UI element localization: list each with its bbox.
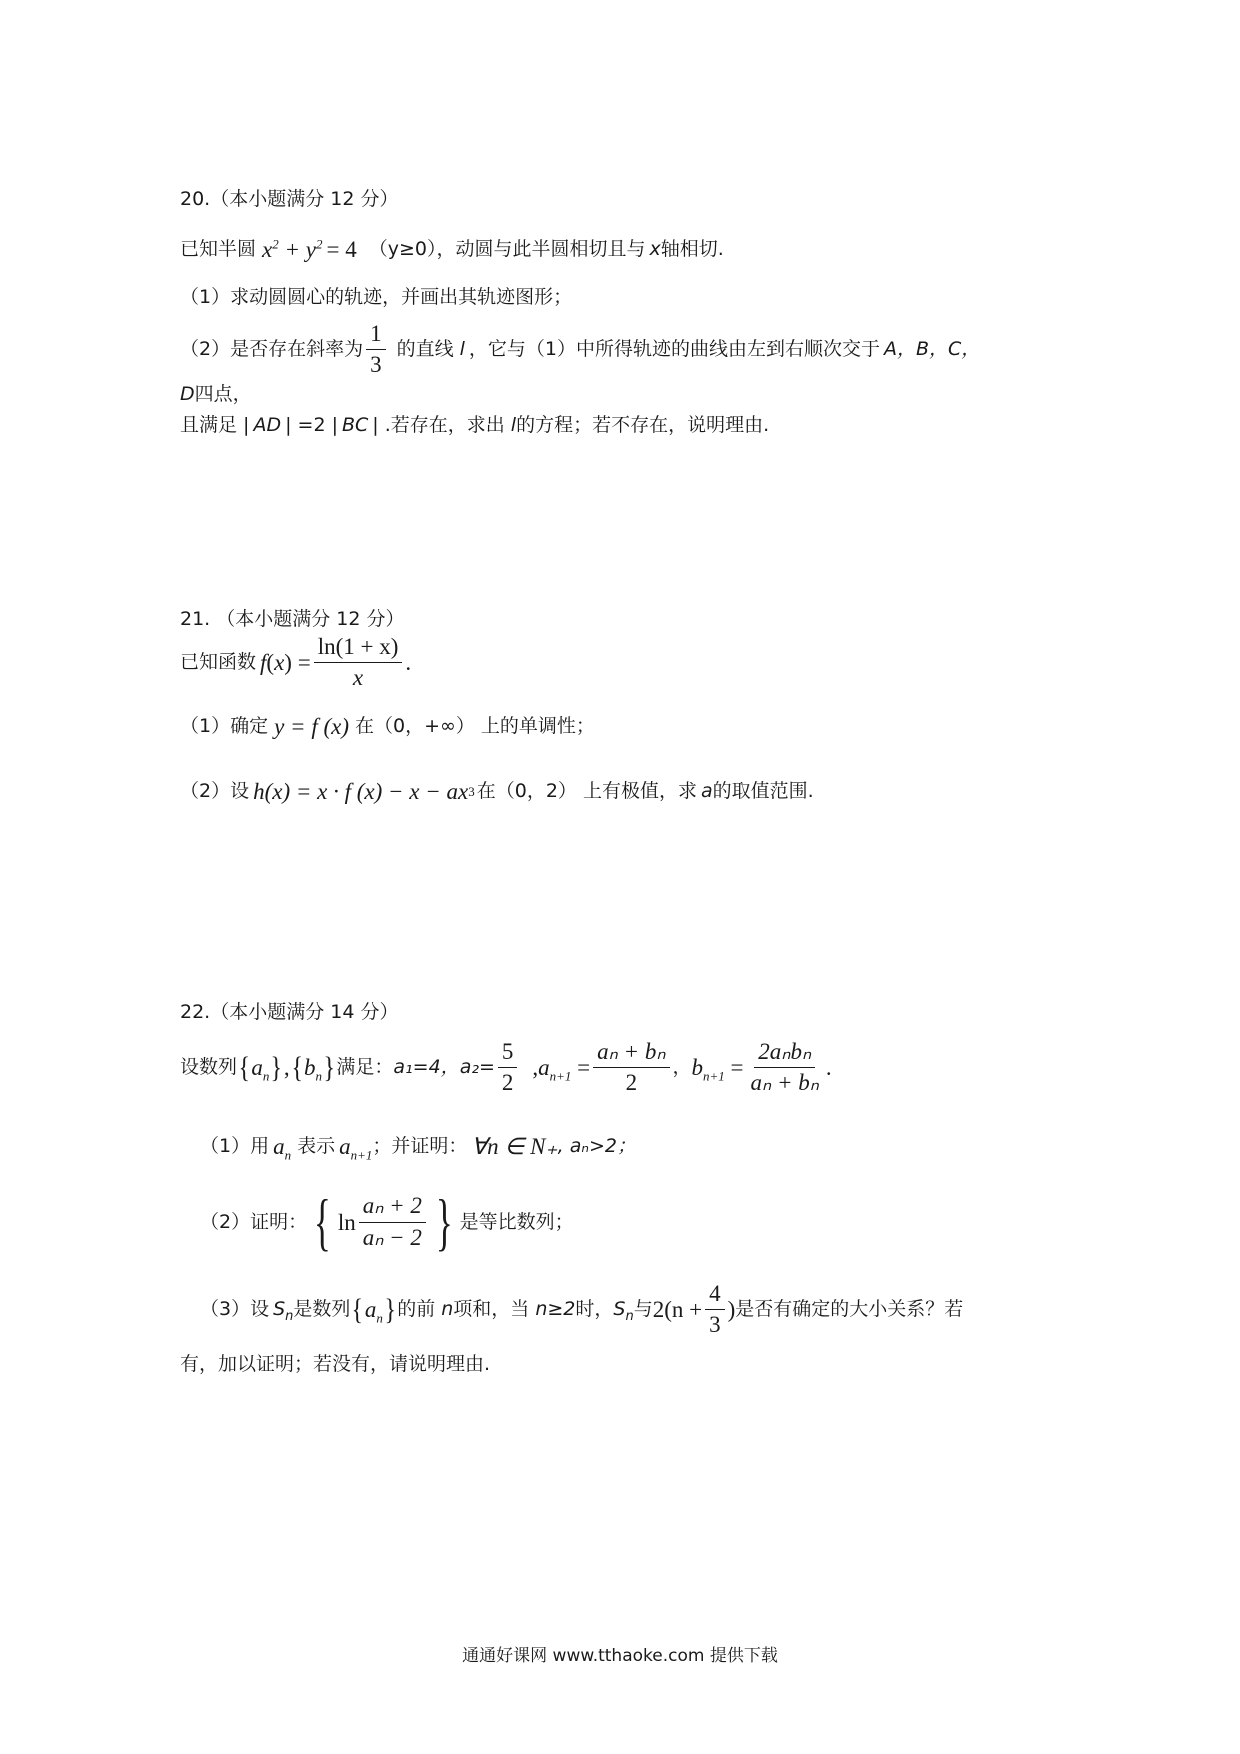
q20-cond-text-c: | .若存在，求出: [372, 414, 505, 436]
q22-a2-denominator: 2: [501, 1070, 514, 1096]
q22-comma: ,: [283, 1055, 290, 1081]
q20-condition: （y≥0），: [368, 238, 456, 260]
q22-part2: [200, 1186, 574, 1257]
q22-part3-text-f: 时，: [575, 1298, 614, 1321]
q22-period: .: [825, 1055, 832, 1081]
q20-line-l-2: l: [510, 414, 517, 436]
q22-part1-an1: $a_{n+1}$: [339, 1134, 373, 1163]
q21-part2-text-c: 的取值范围.: [712, 780, 814, 802]
q20-cond-text-d: 的方程；若不存在，说明理由.: [516, 414, 770, 436]
q22-part1-an: $a_n$: [273, 1134, 292, 1163]
q22-part2-text-b: 是等比数列；: [459, 1210, 574, 1233]
q22-text-a: 设数列: [180, 1056, 238, 1079]
q22-b-rec-denominator: aₙ + bₙ: [750, 1070, 819, 1096]
q20-x-axis: x: [649, 238, 661, 260]
q22-part3: [200, 1282, 963, 1337]
q22-ln-numerator: aₙ + 2: [359, 1194, 426, 1222]
footer-text: 通通好课网 www.tthaoke.com 提供下载: [462, 1646, 778, 1666]
q22-seq-a-2: $a_n$: [364, 1297, 383, 1326]
q22-part3-denominator: 3: [709, 1312, 721, 1338]
q22-part3-text-d: 项和，当: [453, 1298, 530, 1321]
q21-part2-text-b: 在（0，2） 上有极值，求: [476, 780, 697, 802]
q20-header-text: 20.（本小题满分 12 分）: [180, 188, 399, 210]
q21-function-lhs-arg: (x) =: [266, 650, 311, 676]
q20-part2-cont: [180, 385, 252, 404]
q22-part3-fraction: [705, 1282, 725, 1337]
q21-function-fraction: [314, 635, 403, 690]
q20-statement-rest: 动圆与此半圆相切且与: [455, 238, 646, 260]
q21-header: [180, 610, 405, 629]
q21-param-a: a: [700, 780, 713, 802]
q20-cond-text-b: | =2 |: [285, 414, 338, 436]
q20-part1: [180, 288, 572, 307]
q21-function-numerator: ln(1 + x): [314, 635, 403, 663]
q22-part1-text-b: 表示: [297, 1135, 336, 1157]
q20-slope-denominator: 3: [370, 352, 382, 378]
q22-text-b: 满足：: [336, 1056, 394, 1079]
q21-part1: [180, 715, 595, 738]
q20-points: A，B，C，: [883, 338, 981, 361]
q22-comma-2: ,: [532, 1055, 539, 1081]
q21-function-denominator: x: [352, 665, 364, 691]
q22-header: [180, 1003, 398, 1022]
q22-a1: a₁=4，: [393, 1056, 460, 1079]
q22-a-next: $a_{n+1}$: [538, 1055, 572, 1084]
q22-part3-text-c: 的前: [397, 1298, 436, 1321]
q22-n-ge-2: n≥2: [535, 1298, 576, 1321]
q22-ln-fraction: [359, 1194, 426, 1249]
q22-part1-text-a: （1）用: [200, 1135, 270, 1157]
q20-point-d: D: [180, 383, 195, 405]
q22-b-recurrence: [747, 1040, 823, 1095]
q21-part1-text-b: 在（0，+∞） 上的单调性；: [355, 715, 595, 737]
q20-part2: [180, 322, 980, 377]
q22-a2-fraction: [498, 1040, 518, 1095]
q21-part1-text-a: （1）确定: [180, 715, 269, 737]
q22-ln-brace-open: {: [314, 1186, 331, 1257]
q22-sn-2: $S_n$: [613, 1298, 634, 1324]
q22-ln-brace-close: }: [435, 1186, 453, 1257]
q22-brace-open-c: {: [351, 1292, 364, 1326]
q22-b-rec-numerator: 2aₙbₙ: [754, 1040, 815, 1068]
q22-part3-text-b: 是数列: [293, 1298, 351, 1321]
q22-part2-text-a: （2）证明：: [200, 1210, 308, 1233]
q20-part2-text-e: 四点，: [194, 383, 252, 405]
q22-part3-cont-text: 有，加以证明；若没有，请说明理由.: [180, 1353, 491, 1375]
q20-statement: [180, 238, 724, 261]
q21-function-lhs: f: [260, 650, 267, 676]
q22-brace-open-a: {: [238, 1050, 250, 1084]
q20-circle-rhs: = 4: [326, 237, 357, 262]
q22-a2-numerator: 5: [498, 1040, 518, 1068]
q21-part1-math: y = f (x): [274, 714, 349, 739]
q20-slope-fraction: [366, 322, 386, 377]
q22-header-text: 22.（本小题满分 14 分）: [180, 1001, 399, 1023]
q22-brace-close-a: }: [270, 1050, 283, 1084]
q22-part3-expr: 2(n +: [652, 1297, 703, 1323]
q20-segment-bc: BC: [341, 414, 369, 436]
q22-brace-close-b: }: [323, 1050, 335, 1084]
page-footer: [0, 1641, 1240, 1666]
q20-segment-ad: AD: [253, 414, 282, 436]
q20-header: [180, 190, 398, 209]
q20-circle-equation: $x^2 + y^2$: [262, 236, 323, 262]
q22-b-next: $b_{n+1}$: [691, 1055, 725, 1084]
q22-n: n: [441, 1298, 454, 1321]
q22-comma-3: ，: [672, 1056, 692, 1079]
q22-a-rec-denominator: 2: [625, 1070, 638, 1096]
q22-part3-numerator: 4: [705, 1282, 725, 1310]
q20-known-text: 已知半圆: [180, 238, 257, 260]
q22-eq-2: =: [724, 1055, 744, 1081]
q21-part2: （2）设 h(x) = x · f (x) − x − ax 3 在（0，2） 上有极值，求 a 的取值范围.: [180, 779, 814, 804]
q22-a2: a₂=: [459, 1056, 495, 1079]
q22-seq-a: $a_n$: [251, 1055, 270, 1084]
q20-cond-text-a: 且满足 |: [180, 414, 250, 436]
q22-a-recurrence: [593, 1040, 669, 1095]
q20-part2-condition: [180, 416, 769, 435]
q21-part2-text-a: （2）设: [180, 780, 250, 802]
q22-part1-quantifier: ∀n ∈ N₊: [471, 1134, 558, 1159]
q22-brace-open-b: {: [291, 1050, 303, 1084]
q22-part1-text-e: , aₙ>2；: [557, 1135, 636, 1157]
q22-part3-cont: [180, 1355, 490, 1374]
q22-part1: [200, 1134, 636, 1163]
q20-part2-text-a: （2）是否存在斜率为: [180, 338, 364, 361]
q22-seq-b: $b_n$: [303, 1055, 322, 1084]
q22-part1-text-c: ；并证明：: [372, 1135, 468, 1157]
q22-statement: [180, 1040, 832, 1095]
q22-ln-denominator: aₙ − 2: [362, 1224, 422, 1250]
q22-a-rec-numerator: aₙ + bₙ: [593, 1040, 669, 1068]
q21-known-text: 已知函数: [180, 651, 257, 674]
q21-period: .: [405, 650, 412, 676]
q22-sn: $S_n$: [273, 1298, 294, 1324]
q22-eq-1: =: [571, 1055, 591, 1081]
q20-slope-numerator: 1: [366, 322, 386, 350]
q21-statement: [180, 635, 411, 690]
q21-header-text: 21. （本小题满分 12 分）: [180, 608, 405, 630]
q20-part2-text-c: ，它与（1）中所得轨迹的曲线由左到右顺次交于: [468, 338, 880, 361]
q20-line-l: l: [459, 338, 465, 361]
q22-brace-close-c: }: [384, 1292, 396, 1326]
q22-ln: ln: [337, 1209, 356, 1235]
q20-part2-text-b: 的直线: [396, 338, 454, 361]
q22-part3-text-j: 是否有确定的大小关系？若: [735, 1298, 964, 1321]
q20-part1-text: （1）求动圆圆心的轨迹，并画出其轨迹图形；: [180, 286, 573, 308]
q22-part3-close-paren: ): [727, 1297, 736, 1323]
q21-part2-math: h(x) = x · f (x) − x − ax: [253, 779, 469, 804]
q22-part3-text-a: （3）设: [200, 1298, 270, 1321]
q22-part3-text-g: 与: [633, 1298, 653, 1321]
q20-statement-rest2: 轴相切.: [660, 238, 724, 260]
